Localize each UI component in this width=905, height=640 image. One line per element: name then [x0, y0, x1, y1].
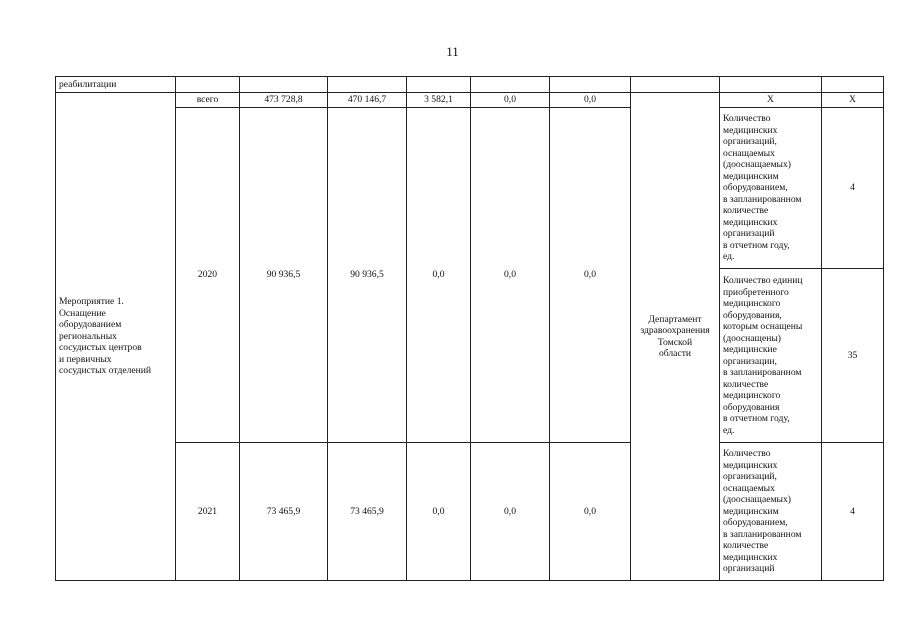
- indicator-cell: [720, 108, 822, 269]
- indicator-cell: [720, 269, 822, 443]
- value-cell: 473 728,8: [240, 93, 328, 108]
- table-row: [56, 93, 884, 108]
- measure-name-cell: [56, 93, 176, 581]
- indicator-value-cell: X: [822, 93, 884, 108]
- table-row: [56, 77, 884, 93]
- period-cell: всего: [176, 93, 240, 108]
- value-cell: 0,0: [471, 443, 550, 581]
- department-name: Департамент здравоохранения Томской области: [640, 313, 710, 359]
- value-cell: 0,0: [407, 108, 471, 443]
- period-cell: 2021: [176, 443, 240, 581]
- empty-cell: [550, 77, 631, 93]
- program-table: [55, 76, 884, 581]
- value-cell: 3 582,1: [407, 93, 471, 108]
- indicator-text: Количество медицинских организаций, оснащаемых (дооснащаемых) медицинским оборудованием, в запланированном количестве медицинских организаций: [723, 448, 802, 575]
- value-cell: 73 465,9: [240, 443, 328, 581]
- value-cell: 470 146,7: [328, 93, 407, 108]
- indicator-value-cell: 35: [822, 269, 884, 443]
- empty-cell: [631, 77, 720, 93]
- empty-cell: [176, 77, 240, 93]
- value-cell: 90 936,5: [328, 108, 407, 443]
- continued-name-cell: реабилитации: [56, 77, 176, 93]
- indicator-text: Количество единиц приобретенного медицинского оборудования, которым оснащены (дооснащены) медицинские организации, в запланированном количестве медицинского оборудования в отчетном году, ед.: [723, 275, 803, 436]
- value-cell: 0,0: [407, 443, 471, 581]
- value-cell: 0,0: [550, 93, 631, 108]
- department-cell: [631, 93, 720, 581]
- indicator-cell: [720, 443, 822, 581]
- table-row: [56, 443, 884, 581]
- period-cell: 2020: [176, 108, 240, 443]
- empty-cell: [822, 77, 884, 93]
- indicator-value-cell: 4: [822, 443, 884, 581]
- empty-cell: [471, 77, 550, 93]
- empty-cell: [240, 77, 328, 93]
- value-cell: 73 465,9: [328, 443, 407, 581]
- value-cell: 0,0: [550, 108, 631, 443]
- empty-cell: [720, 77, 822, 93]
- empty-cell: [328, 77, 407, 93]
- table-row: [56, 108, 884, 269]
- measure-name: Мероприятие 1. Оснащение оборудованием региональных сосудистых центров и первичных сосудистых отделений: [59, 296, 152, 377]
- value-cell: 90 936,5: [240, 108, 328, 443]
- indicator-value-cell: 4: [822, 108, 884, 269]
- value-cell: 0,0: [550, 443, 631, 581]
- indicator-text: Количество медицинских организаций, оснащаемых (дооснащаемых) медицинским оборудованием, в запланированном количестве медицинских организаций в отчетном году, ед.: [723, 113, 802, 263]
- value-cell: 0,0: [471, 108, 550, 443]
- empty-cell: [407, 77, 471, 93]
- indicator-cell: X: [720, 93, 822, 108]
- value-cell: 0,0: [471, 93, 550, 108]
- page-number: 11: [446, 44, 459, 59]
